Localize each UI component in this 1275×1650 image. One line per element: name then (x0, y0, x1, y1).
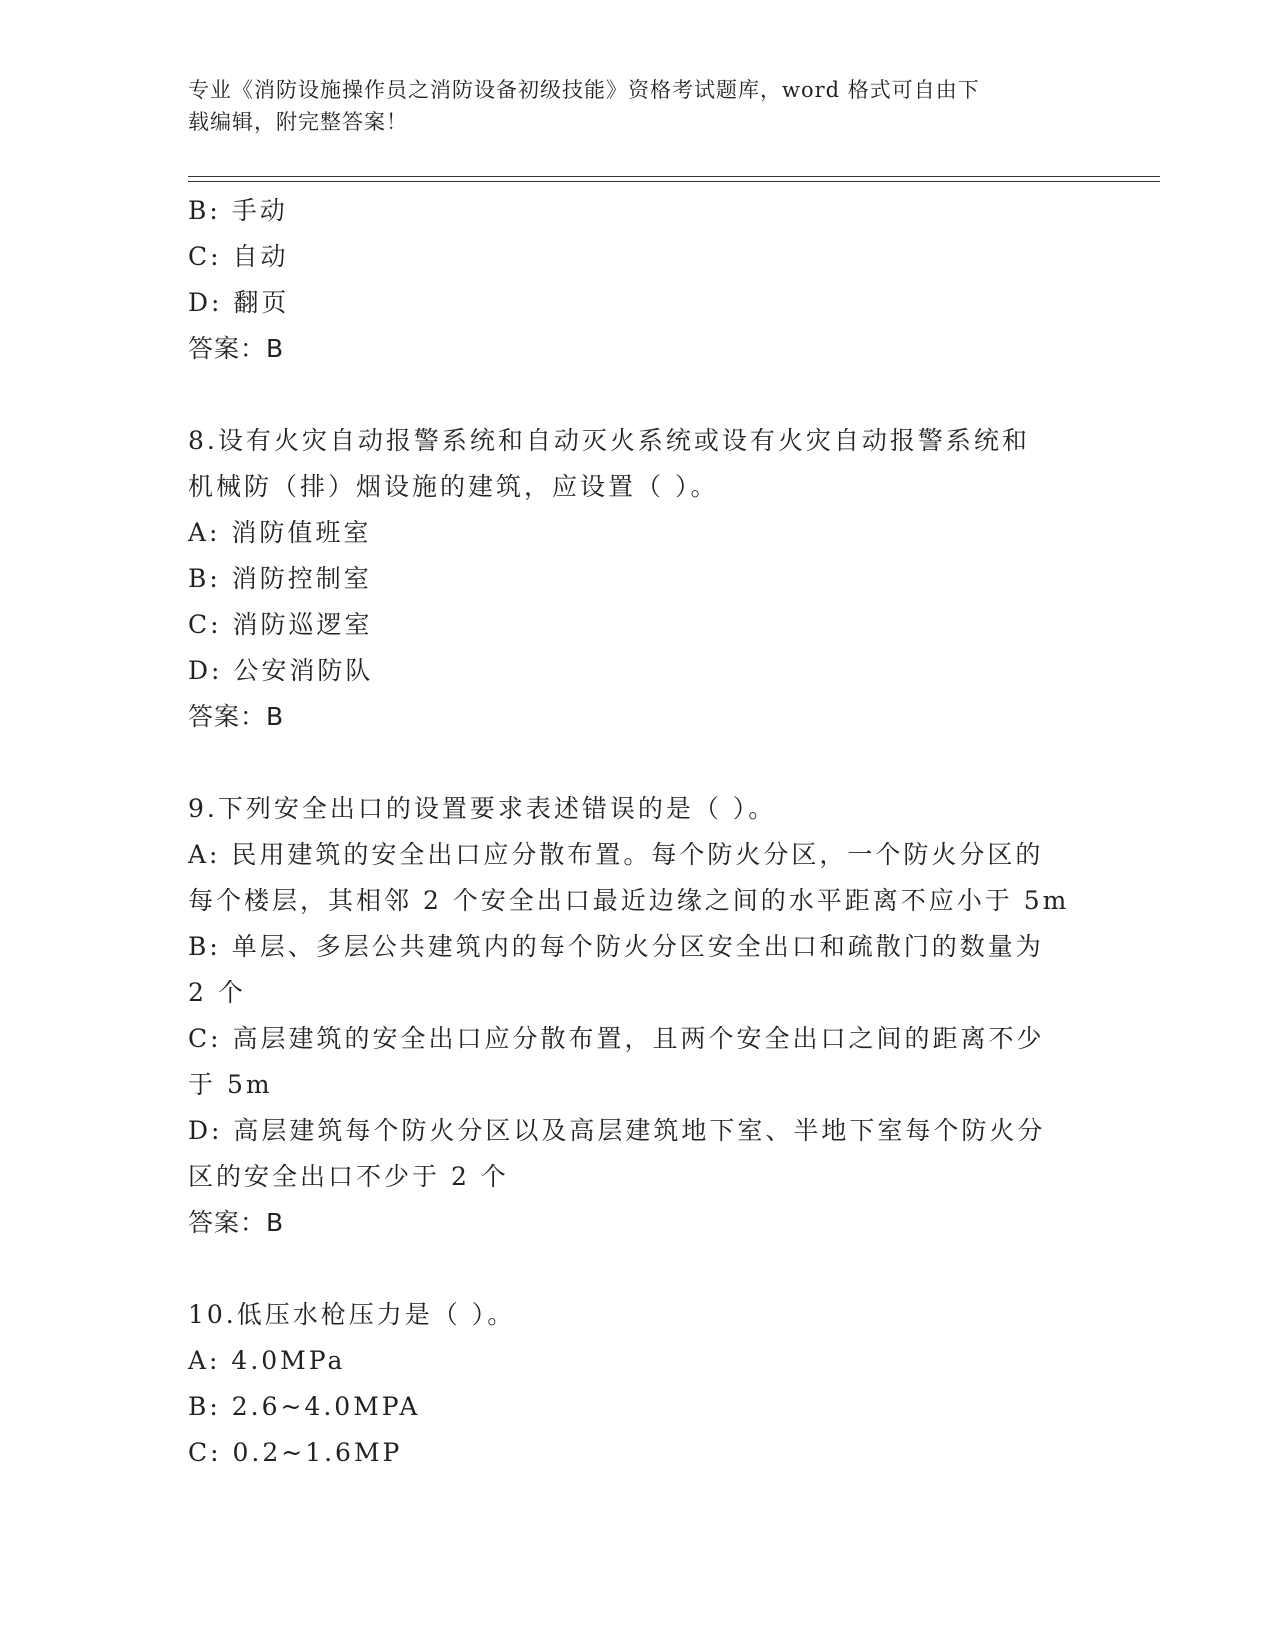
option-d: D: 高层建筑每个防火分区以及高层建筑地下室、半地下室每个防火分 (188, 1116, 1046, 1145)
question-stem: 8.设有火灾自动报警系统和自动灭火系统或设有火灾自动报警系统和 (188, 426, 1030, 455)
answer-line: 答案：B (188, 1208, 285, 1237)
header-line-2: 载编辑，附完整答案！ (188, 110, 408, 134)
option-b: B: 手动 (188, 196, 288, 225)
spacer (188, 372, 1088, 418)
answer-line: 答案：B (188, 334, 285, 363)
header-divider-top (188, 176, 1160, 177)
option-d: D: 翻页 (188, 288, 290, 317)
question-stem: 机械防（排）烟设施的建筑，应设置（ ）。 (188, 472, 719, 501)
option-c-continued: 于 5m (188, 1070, 273, 1099)
option-c: C: 自动 (188, 242, 289, 271)
option-a: A: 4.0MPa (188, 1346, 346, 1375)
option-a: A: 消防值班室 (188, 518, 372, 547)
question-stem: 9.下列安全出口的设置要求表述错误的是（ ）。 (188, 794, 777, 823)
question-10 (188, 1292, 1088, 1476)
question-stem: 10.低压水枪压力是（ ）。 (188, 1300, 516, 1329)
question-8 (188, 418, 1088, 740)
option-d-continued: 区的安全出口不少于 2 个 (188, 1162, 509, 1191)
answer-line: 答案：B (188, 702, 285, 731)
option-b: B: 单层、多层公共建筑内的每个防火分区安全出口和疏散门的数量为 (188, 932, 1044, 961)
option-d: D: 公安消防队 (188, 656, 374, 685)
option-b: B: 2.6~4.0MPA (188, 1392, 421, 1421)
question-9 (188, 786, 1088, 1246)
option-a-continued: 每个楼层，其相邻 2 个安全出口最近边缘之间的水平距离不应小于 5m (188, 886, 1070, 915)
option-c: C: 消防巡逻室 (188, 610, 373, 639)
header-line-1: 专业《消防设施操作员之消防设备初级技能》资格考试题库，word 格式可自由下 (188, 78, 980, 102)
question-content (188, 188, 1088, 1476)
option-b-continued: 2 个 (188, 978, 246, 1007)
option-a: A: 民用建筑的安全出口应分散布置。每个防火分区，一个防火分区的 (188, 840, 1044, 869)
spacer (188, 740, 1088, 786)
question-7-continued (188, 188, 1088, 372)
option-c: C: 高层建筑的安全出口应分散布置，且两个安全出口之间的距离不少 (188, 1024, 1045, 1053)
option-c: C: 0.2~1.6MP (188, 1438, 403, 1467)
header-divider-bottom (188, 181, 1160, 182)
option-b: B: 消防控制室 (188, 564, 372, 593)
document-header (188, 74, 1078, 138)
spacer (188, 1246, 1088, 1292)
